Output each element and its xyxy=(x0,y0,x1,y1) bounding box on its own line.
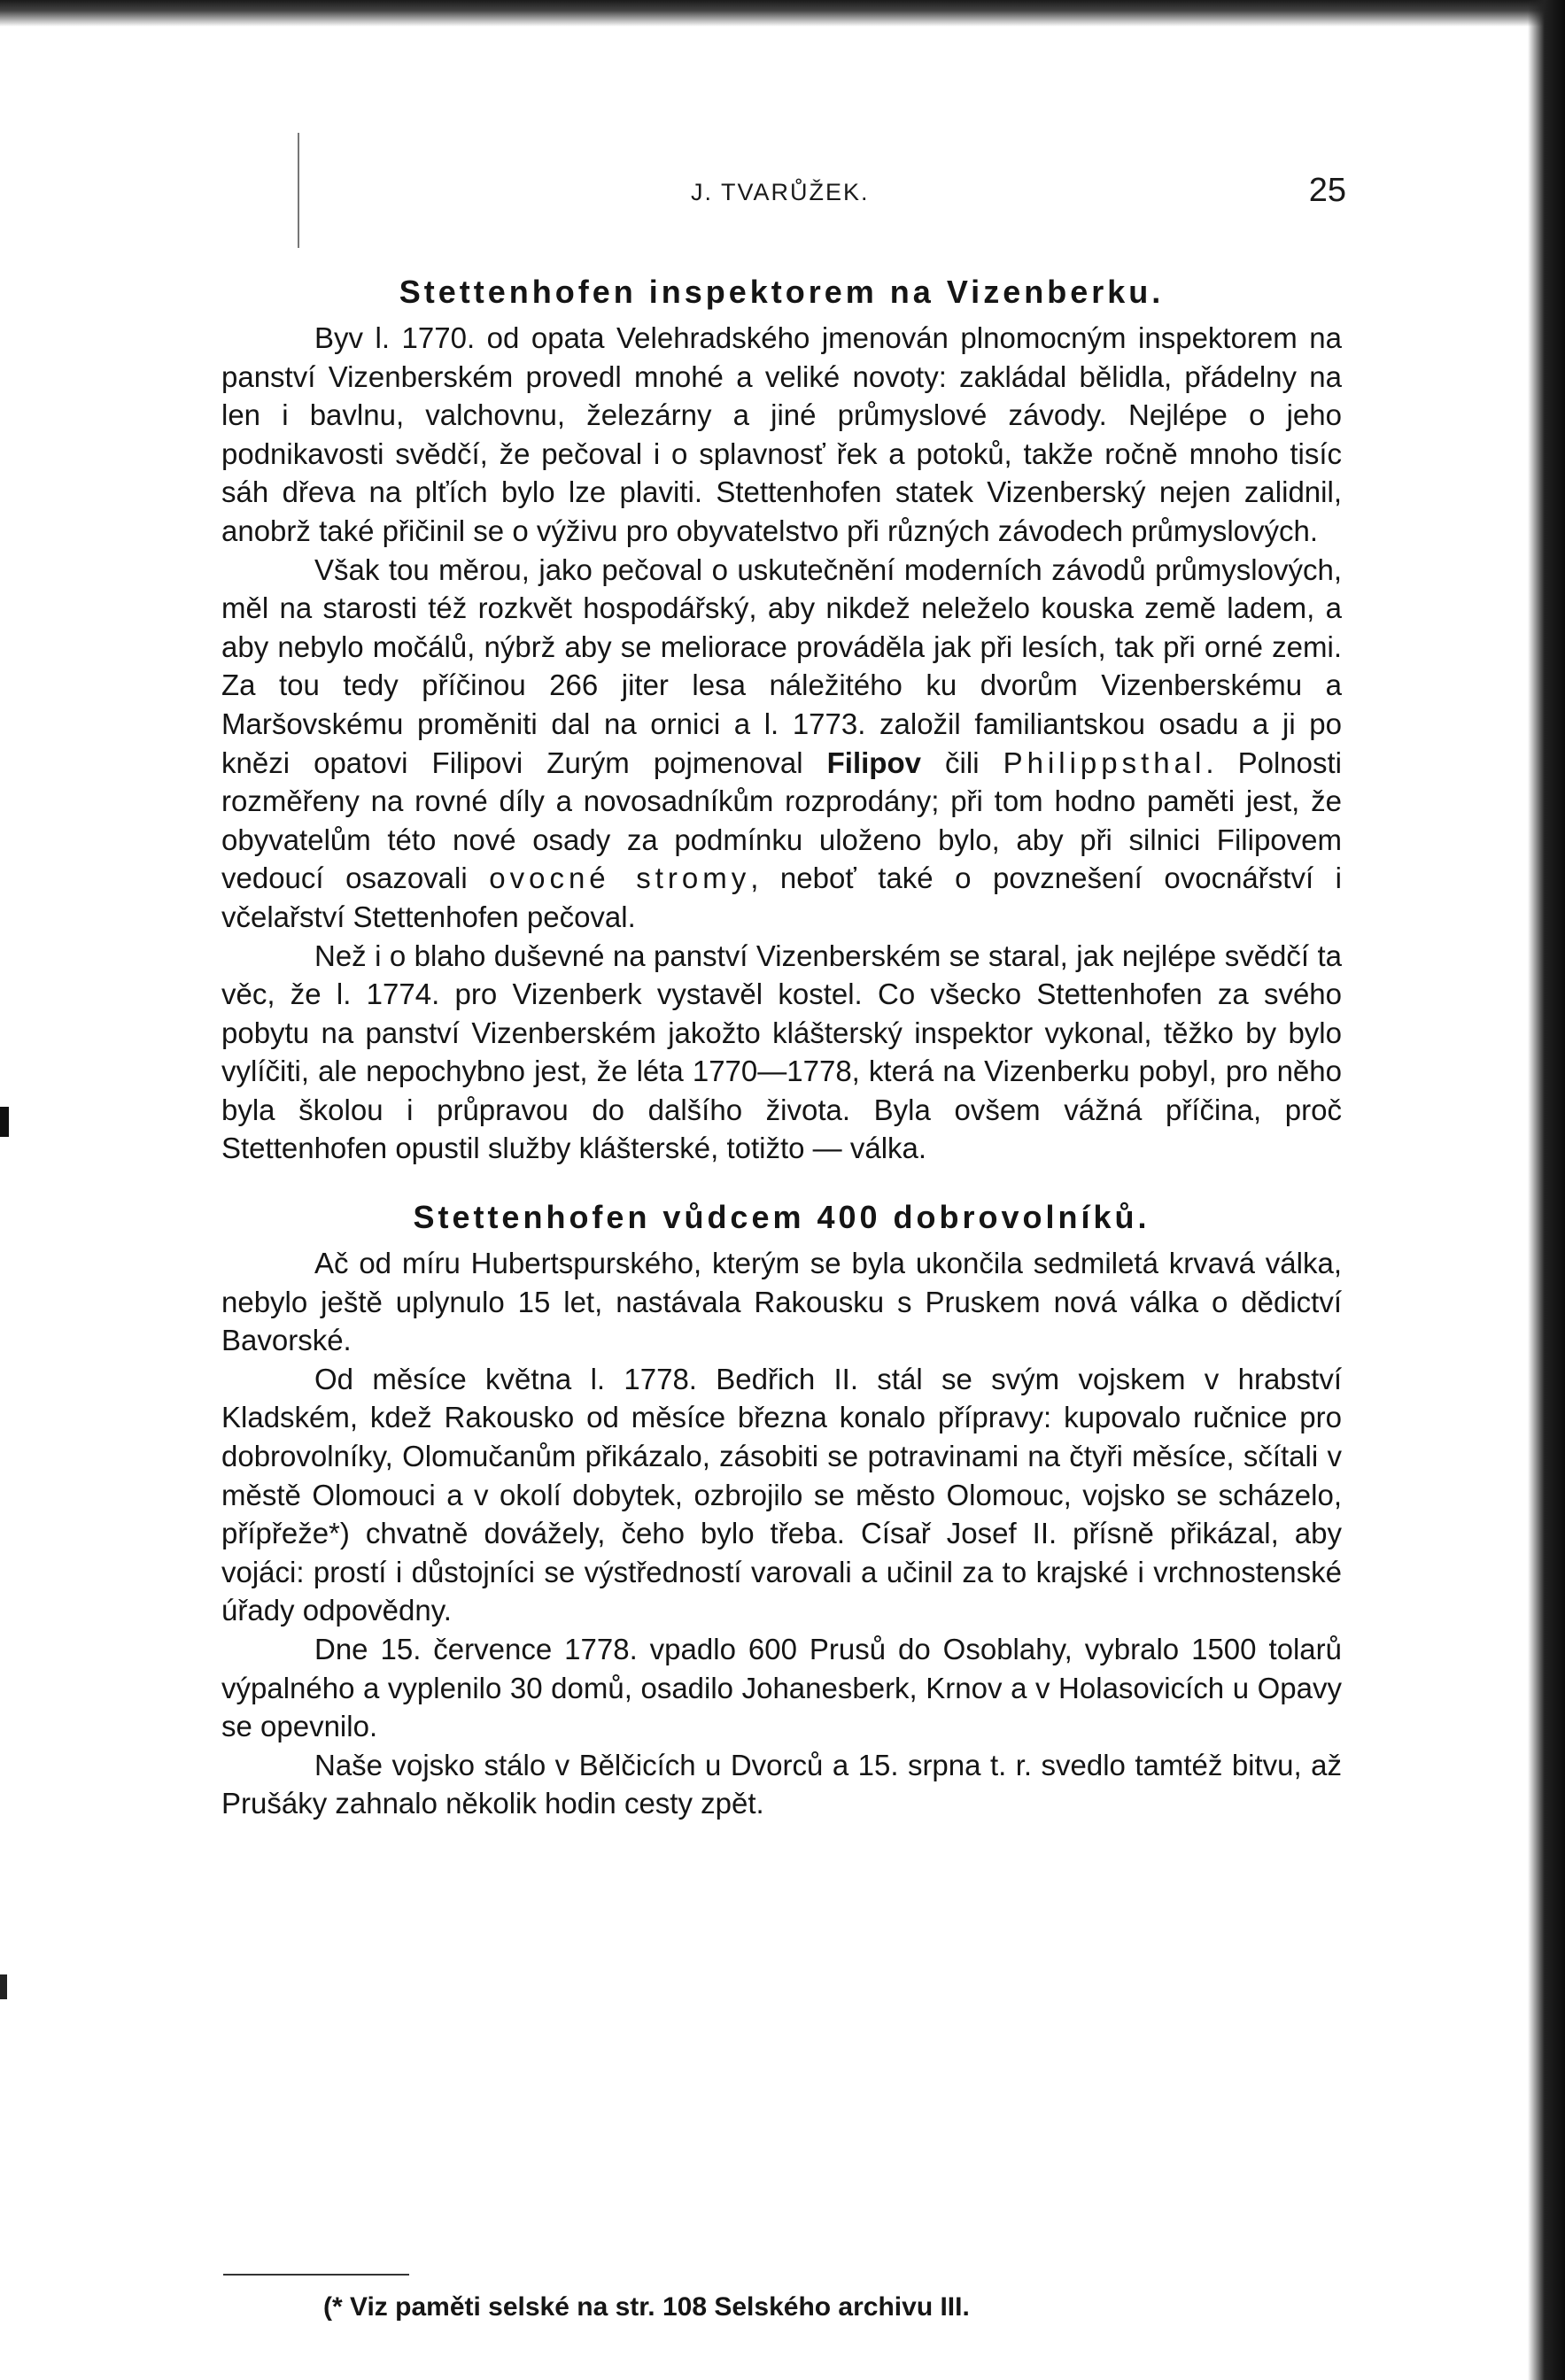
section-title-inspector: Stettenhofen inspektorem na Vizenberku. xyxy=(399,274,1165,310)
paragraph: Než i o blaho duševné na panství Vizenberském se staral, jak nejlépe svědčí ta věc, že l. 1774. pro Vizenberk vystavěl kostel. Co všecko Stettenhofen za svého pobytu na panství Vizenberském jakožto klášterský inspektor vykonal, těžko by bylo vylíčiti, ale nepochybno jest, že léta 1770—1778, která na Vizenberku pobyl, pro něho byla školou i průpravou do dalšího života. Byla ovšem vážná příčina, proč Stettenhofen opustil služby klášterské, totižto — válka. xyxy=(221,939,1342,1165)
footnote-rule xyxy=(223,2274,409,2276)
paragraph: Byv l. 1770. od opata Velehradského jmenován plnomocným inspektorem na panství Vizenberském provedl mnohé a veliké novoty: zakládal bělidla, přádelny na len i bavlnu, valchovnu, železárny a jiné průmyslové závody. Nejlépe o jeho podnikavosti svědčí, že pečoval i o splavnosť řek a potoků, takže ročně mnoho tisíc sáh dřeva na plťích bylo lze plaviti. Stettenhofen statek Vizenberský nejen zalidnil, anobrž také přičinil se o výživu pro obyvatelstvo při různých závodech průmyslových. xyxy=(221,321,1342,547)
page-number: 25 xyxy=(1308,172,1346,209)
page-header xyxy=(221,170,1346,223)
footnote: (* Viz paměti selské na str. 108 Selského archivu III. xyxy=(323,2292,970,2322)
paragraph: Od měsíce května l. 1778. Bedřich II. stál se svým vojskem v hrabství Kladském, kdež Rakousko od měsíce března konalo přípravy: kupovalo ručnice pro dobrovolníky, Olomučanům přikázalo, zásobiti se potravinami na čtyři měsíce, sčítali v městě Olomouci a v okolí dobytek, ozbrojilo se město Olomouc, vojsko se scházelo, přípřeže*) chvatně dovážely, čeho bylo třeba. Císař Josef II. přísně přikázal, aby vojáci: prostí i důstojníci se výstředností varovali a učinil za to krajské i vrchnostenské úřady odpovědny. xyxy=(221,1362,1342,1627)
scan-edge-right xyxy=(1528,0,1565,2380)
paragraph: Naše vojsko stálo v Bělčicích u Dvorců a 15. srpna t. r. svedlo tamtéž bitvu, až Prušáky zahnalo několik hodin cesty zpět. xyxy=(221,1748,1342,1820)
scan-mark-left-lower xyxy=(0,1974,7,1999)
emphasis-philippsthal: Philippsthal xyxy=(1003,746,1206,779)
emphasis-filipov: Filipov xyxy=(826,746,921,779)
scan-edge-top xyxy=(0,0,1565,27)
paragraph: Ač od míru Hubertspurského, kterým se byla ukončila sedmiletá krvavá válka, nebylo ještě uplynulo 15 let, nastávala Rakousku s Pruskem nová válka o dědictví Bavorské. xyxy=(221,1247,1342,1357)
section-title-volunteers: Stettenhofen vůdcem 400 dobrovolníků. xyxy=(413,1199,1151,1236)
paragraph-text: čili xyxy=(920,746,1003,779)
running-head: J. TVARŮŽEK. xyxy=(691,179,870,205)
paragraph-text: Však tou měrou, jako pečoval o uskutečnění moderních závodů průmyslových, měl na starosti též rozkvět hospodářský, aby nikdež neleželo kouska země ladem, a aby nebylo močálů, nýbrž aby se meliorace prováděla jak při lesích, tak při orné zemi. Za tou tedy příčinou 266 jiter lesa náležitého ku dvorům Vizenberskému a Maršovskému proměniti dal na ornici a l. 1773. založil familiantskou osadu a ji po knězi opatovi Filipovi Zurým pojmenoval xyxy=(221,552,1342,779)
paragraph xyxy=(221,551,1342,937)
main-text xyxy=(221,266,1342,1823)
scan-mark-left xyxy=(0,1107,9,1137)
paragraph-text: . Polnosti rozměřeny na rovné díly a novosadníkům rozprodány; při tom hodno paměti jest, že obyvatelům této nové osady za podmínku uloženo bylo, aby při silnici Filipovem vedoucí osazovali xyxy=(221,746,1342,895)
paragraph-text: , neboť také o povznešení ovocnářství i včelařství Stettenhofen pečoval. xyxy=(221,862,1342,933)
emphasis-ovocne-stromy: ovocné stromy xyxy=(489,862,751,895)
paragraph: Dne 15. července 1778. vpadlo 600 Prusů do Osoblahy, vybralo 1500 tolarů výpalného a vyplenilo 30 domů, osadilo Johanesberk, Krnov a v Holasovicích u Opavy se opevnilo. xyxy=(221,1633,1342,1743)
